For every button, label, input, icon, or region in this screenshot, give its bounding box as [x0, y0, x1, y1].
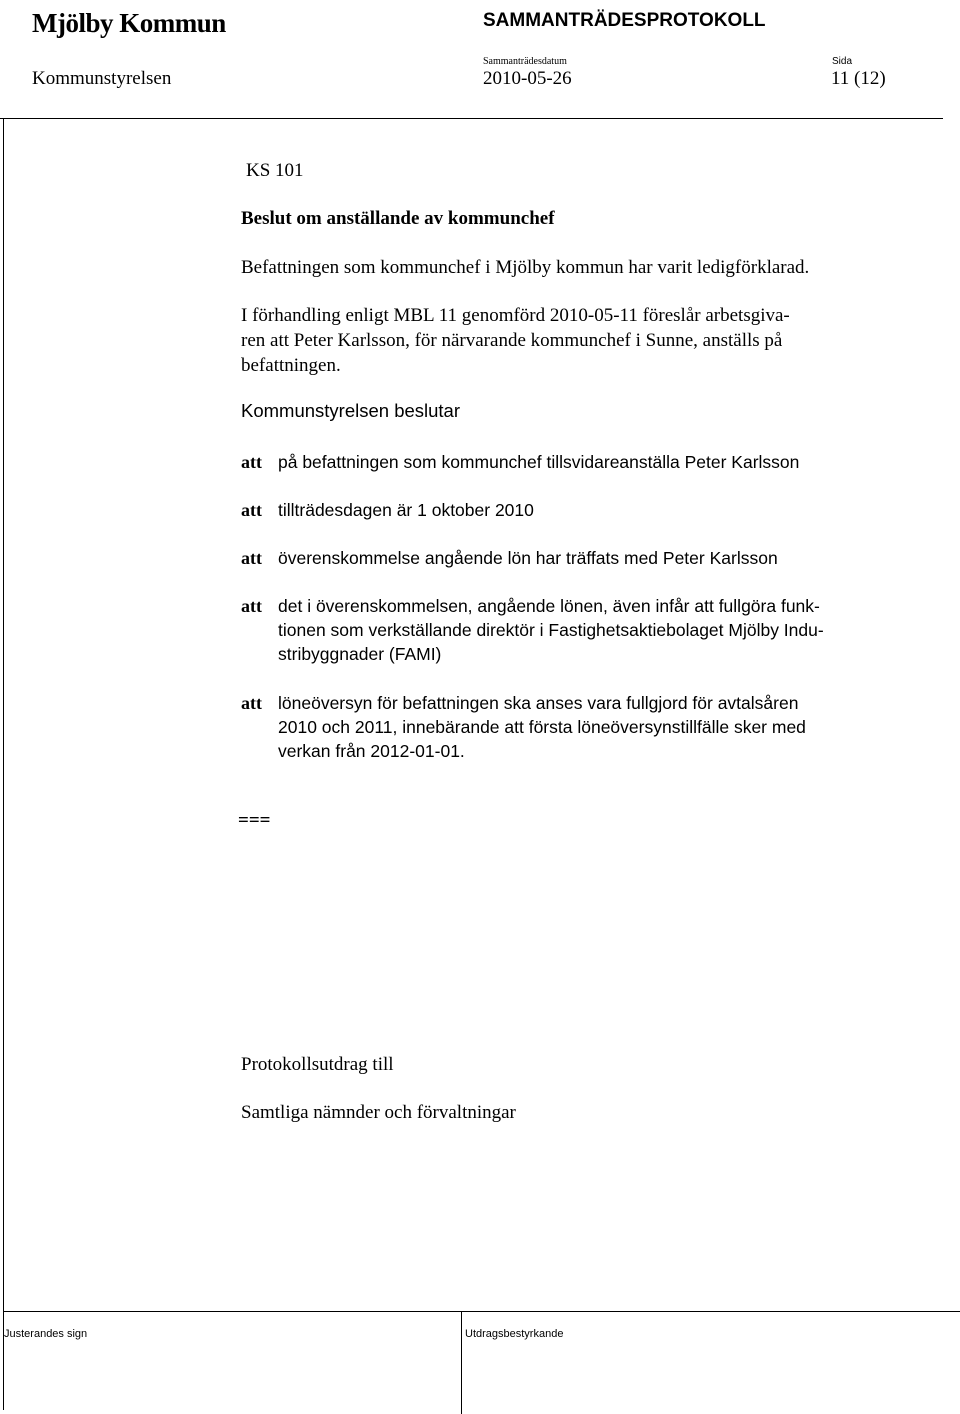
- footer-divider: [461, 1311, 462, 1414]
- decision-item: [241, 546, 778, 570]
- negotiation-line: befattningen.: [241, 355, 341, 376]
- decision-line: överenskommelse angående lön har träffats med Peter Karlsson: [278, 548, 778, 568]
- decision-line: 2010 och 2011, innebärande att första löneöversynstillfälle sker med: [278, 717, 806, 737]
- footer-rule: [3, 1311, 960, 1312]
- decision-item: [241, 594, 824, 666]
- page-number: 11 (12): [831, 68, 886, 89]
- negotiation-paragraph: [241, 303, 790, 378]
- decision-line: tillträdesdagen är 1 oktober 2010: [278, 500, 534, 520]
- decision-item: [241, 691, 806, 763]
- left-margin-rule: [3, 118, 4, 1410]
- page-caption: Sida: [832, 56, 853, 67]
- section-reference: KS 101: [246, 160, 304, 181]
- att-marker: att: [241, 500, 262, 520]
- meeting-date-caption: Sammanträdesdatum: [483, 56, 567, 67]
- organization-name: Mjölby Kommun: [32, 8, 226, 38]
- decision-line: det i överenskommelsen, angående lönen, även infår att fullgöra funk-: [278, 596, 820, 616]
- att-marker: att: [241, 452, 262, 472]
- decision-line: på befattningen som kommunchef tillsvidareanställa Peter Karlsson: [278, 452, 800, 472]
- certification-label: Utdragsbestyrkande: [465, 1328, 564, 1340]
- header-rule: [0, 118, 943, 119]
- section-separator: ===: [238, 810, 271, 831]
- decision-line: löneöversyn för befattningen ska anses vara fullgjord för avtalsåren: [278, 693, 799, 713]
- distribution-label: Protokollsutdrag till: [241, 1054, 394, 1075]
- decision-heading: Kommunstyrelsen beslutar: [241, 400, 461, 421]
- organization-unit: Kommunstyrelsen: [32, 68, 172, 89]
- meeting-date: 2010-05-26: [483, 68, 572, 89]
- att-marker: att: [241, 596, 262, 616]
- att-marker: att: [241, 548, 262, 568]
- negotiation-line: ren att Peter Karlsson, för närvarande kommunchef i Sunne, anställs på: [241, 330, 783, 351]
- distribution-recipients: Samtliga nämnder och förvaltningar: [241, 1102, 516, 1123]
- negotiation-line: I förhandling enligt MBL 11 genomförd 2010-05-11 föreslår arbetsgiva-: [241, 305, 790, 326]
- decision-line: tionen som verkställande direktör i Fastighetsaktiebolaget Mjölby Indu-: [278, 620, 824, 640]
- signature-label: Justerandes sign: [4, 1328, 88, 1340]
- decision-line: verkan från 2012-01-01.: [278, 741, 465, 761]
- decision-item: [241, 498, 534, 522]
- intro-paragraph: Befattningen som kommunchef i Mjölby kommun har varit ledigförklarad.: [241, 257, 810, 278]
- att-marker: att: [241, 693, 262, 713]
- decision-item: [241, 450, 799, 474]
- document-type: SAMMANTRÄDESPROTOKOLL: [483, 10, 766, 31]
- decision-line: stribyggnader (FAMI): [278, 644, 442, 664]
- section-title: Beslut om anställande av kommunchef: [241, 208, 555, 229]
